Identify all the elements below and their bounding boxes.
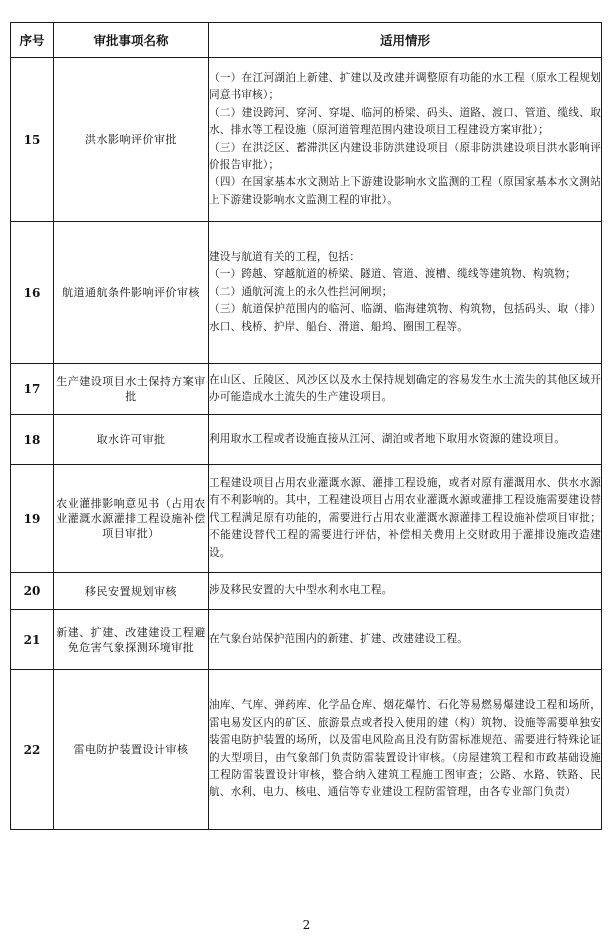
desc-line: （二）建设跨河、穿河、穿堤、临河的桥梁、码头、道路、渡口、管道、缆线、取水、排水等工程设施（原河道管理范围内建设项目工程建设方案审批）； <box>209 106 601 137</box>
row-num: 19 <box>11 465 54 573</box>
row-num: 22 <box>11 670 54 830</box>
desc-line: 在山区、丘陵区、风沙区以及水土保持规划确定的容易发生水土流失的其他区域开办可能造成水土流失的生产建设项目。 <box>209 373 601 403</box>
row-desc <box>209 573 602 610</box>
table-row <box>11 610 602 670</box>
row-name: 航道通航条件影响评价审核 <box>54 222 209 364</box>
row-desc <box>209 670 602 830</box>
desc-line: （三）航道保护范围内的临河、临湖、临海建筑物、构筑物，包括码头、取（排）水口、栈桥、护岸、船台、滑道、船坞、圈围工程等。 <box>209 303 601 333</box>
row-name: 新建、扩建、改建建设工程避免危害气象探测环境审批 <box>54 610 209 670</box>
table-header-row <box>11 23 602 58</box>
desc-line: 建设与航道有关的工程，包括： <box>209 250 361 263</box>
table-row <box>11 415 602 465</box>
table-row <box>11 573 602 610</box>
desc-line: （三）在洪泛区、蓄滞洪区内建设非防洪建设项目（原非防洪建设项目洪水影响评价报告审批）； <box>209 141 601 171</box>
row-num: 17 <box>11 364 54 415</box>
table-row <box>11 670 602 830</box>
table-row <box>11 364 602 415</box>
table-row <box>11 58 602 222</box>
row-desc <box>209 610 602 670</box>
table-row <box>11 465 602 573</box>
row-desc <box>209 58 602 222</box>
header-desc: 适用情形 <box>209 23 602 58</box>
page-number: 2 <box>302 918 311 932</box>
row-name: 雷电防护装置设计审核 <box>54 670 209 830</box>
row-name: 生产建设项目水土保持方案审批 <box>54 364 209 415</box>
row-num: 18 <box>11 415 54 465</box>
row-num: 16 <box>11 222 54 364</box>
approval-items-table <box>10 22 602 830</box>
row-desc <box>209 415 602 465</box>
desc-line: 在气象台站保护范围内的新建、扩建、改建建设工程。 <box>209 632 469 645</box>
row-desc <box>209 364 602 415</box>
row-desc <box>209 222 602 364</box>
desc-line: （四）在国家基本水文测站上下游建设影响水文监测的工程（原国家基本水文测站上下游建设影响水文监测工程的审批）。 <box>209 176 601 206</box>
row-desc <box>209 465 602 573</box>
row-name: 洪水影响评价审批 <box>54 58 209 222</box>
desc-line: 涉及移民安置的大中型水利水电工程。 <box>209 584 393 597</box>
row-num: 21 <box>11 610 54 670</box>
row-name: 农业灌排影响意见书（占用农业灌溉水源灌排工程设施补偿项目审批） <box>54 465 209 573</box>
desc-line: 工程建设项目占用农业灌溉水源、灌排工程设施，或者对原有灌溉用水、供水水源有不利影响的。其中，工程建设项目占用农业灌溉水源或灌排工程设施需要建设替代工程满足原有功能的，需要进行占用农业灌溉水源灌排工程设施补偿项目审批；不能建设替代工程的需要进行评估，补偿相关费用上交财政用于灌排设施改造建设。 <box>209 476 601 559</box>
desc-line: （一）跨越、穿越航道的桥梁、隧道、管道、渡槽、缆线等建筑物、构筑物； <box>209 268 576 281</box>
header-num: 序号 <box>11 23 54 58</box>
desc-line: 利用取水工程或者设施直接从江河、湖泊或者地下取用水资源的建设项目。 <box>209 432 566 445</box>
desc-line: （一）在江河湖泊上新建、扩建以及改建并调整原有功能的水工程（原水工程规划同意书审核）； <box>209 71 601 102</box>
table-row <box>11 222 602 364</box>
row-name: 移民安置规划审核 <box>54 573 209 610</box>
desc-line: （二）通航河流上的永久性拦河闸坝； <box>209 285 393 298</box>
header-name: 审批事项名称 <box>54 23 209 58</box>
desc-line: 油库、气库、弹药库、化学品仓库、烟花爆竹、石化等易燃易爆建设工程和场所，雷电易发区内的矿区、旅游景点或者投入使用的建（构）筑物、设施等需要单独安装雷电防护装置的场所，以及雷电风险高且没有防雷标准规范、需要进行特殊论证的大型项目，由气象部门负责防雷装置设计审核。（房屋建筑工程和市政基础设施工程防雷装置设计审核，整合纳入建筑工程施工图审查；公路、水路、铁路、民航、水利、电力、核电、通信等专业建设工程防雷管理，由各专业部门负责） <box>209 699 601 799</box>
row-name: 取水许可审批 <box>54 415 209 465</box>
row-num: 15 <box>11 58 54 222</box>
row-num: 20 <box>11 573 54 610</box>
